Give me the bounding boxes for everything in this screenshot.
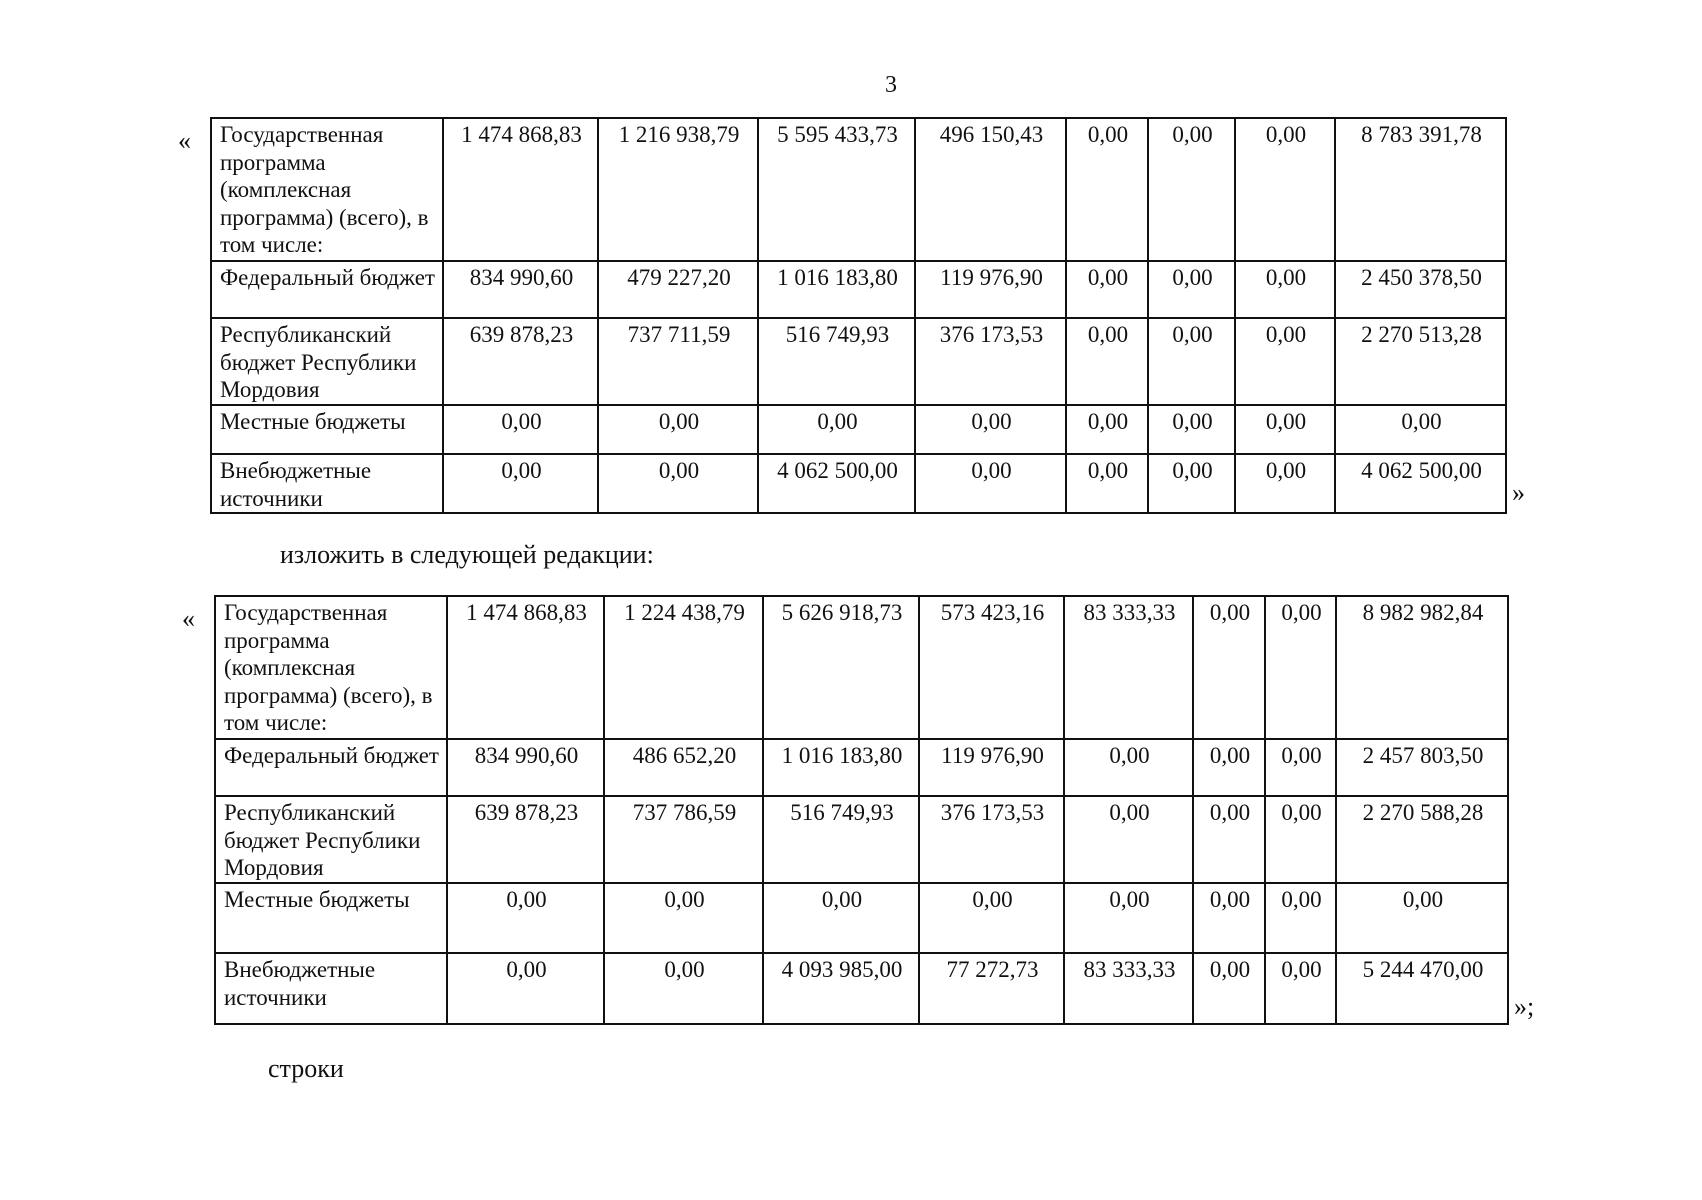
table-cell: 479 227,20 [598, 261, 758, 318]
table-cell: 0,00 [1064, 796, 1193, 883]
table-cell: 0,00 [1235, 261, 1335, 318]
row-label: Федеральный бюджет [215, 739, 447, 796]
table-cell: 0,00 [1193, 796, 1265, 883]
table-cell: 83 333,33 [1064, 953, 1193, 1024]
table-cell: 737 786,59 [604, 796, 763, 883]
table-cell: 1 224 438,79 [604, 596, 763, 739]
close-quote-1: » [1512, 478, 1525, 507]
table-cell: 0,00 [1265, 953, 1336, 1024]
table-cell: 0,00 [443, 405, 598, 454]
open-quote-1: « [178, 126, 191, 155]
table-cell: 0,00 [598, 454, 758, 513]
table-row [211, 261, 1506, 318]
table-cell: 1 016 183,80 [758, 261, 915, 318]
table-cell: 77 272,73 [919, 953, 1064, 1024]
table-cell: 573 423,16 [919, 596, 1064, 739]
table-cell: 0,00 [1265, 596, 1336, 739]
instruction-text: изложить в следующей редакции: [280, 540, 654, 569]
row-label: Местные бюджеты [215, 883, 447, 953]
budget-table-old [210, 117, 1507, 514]
table-cell: 0,00 [1193, 883, 1265, 953]
close-quote-2: »; [1514, 992, 1535, 1021]
row-label: Республиканский бюджет Республики Мордовия [215, 796, 447, 883]
table-cell: 4 093 985,00 [763, 953, 919, 1024]
table-cell: 2 457 803,50 [1336, 739, 1508, 796]
table-cell: 0,00 [1193, 953, 1265, 1024]
table-cell: 737 711,59 [598, 318, 758, 405]
table-cell: 0,00 [1235, 318, 1335, 405]
table-cell: 1 474 868,83 [447, 596, 604, 739]
table-cell: 0,00 [758, 405, 915, 454]
table-cell: 0,00 [1066, 261, 1148, 318]
table-cell: 5 595 433,73 [758, 118, 915, 261]
table-cell: 376 173,53 [919, 796, 1064, 883]
table-cell: 0,00 [1148, 405, 1235, 454]
table-row [215, 883, 1508, 953]
table-cell: 1 474 868,83 [443, 118, 598, 261]
row-label: Республиканский бюджет Республики Мордовия [211, 318, 443, 405]
table-cell: 0,00 [1335, 405, 1506, 454]
table-cell: 0,00 [1064, 739, 1193, 796]
table-cell: 5 244 470,00 [1336, 953, 1508, 1024]
row-label: Государственная программа (комплексная программа) (всего), в том числе: [215, 596, 447, 739]
table-cell: 639 878,23 [443, 318, 598, 405]
table-cell: 83 333,33 [1064, 596, 1193, 739]
table-cell: 0,00 [1148, 454, 1235, 513]
row-label: Внебюджетные источники [211, 454, 443, 513]
table-cell: 486 652,20 [604, 739, 763, 796]
table-cell: 0,00 [1235, 454, 1335, 513]
table-cell: 0,00 [447, 883, 604, 953]
table-cell: 0,00 [447, 953, 604, 1024]
table-cell: 4 062 500,00 [758, 454, 915, 513]
table-row [215, 796, 1508, 883]
table-cell: 496 150,43 [915, 118, 1066, 261]
table-cell: 1 216 938,79 [598, 118, 758, 261]
table-cell: 0,00 [1193, 739, 1265, 796]
table-cell: 0,00 [915, 405, 1066, 454]
table-cell: 0,00 [1148, 261, 1235, 318]
table-row [211, 118, 1506, 261]
row-label: Федеральный бюджет [211, 261, 443, 318]
table-cell: 4 062 500,00 [1335, 454, 1506, 513]
table-cell: 0,00 [1235, 405, 1335, 454]
table-row [215, 739, 1508, 796]
table-cell: 834 990,60 [447, 739, 604, 796]
budget-table-new [214, 595, 1509, 1025]
table-cell: 119 976,90 [919, 739, 1064, 796]
table-row [211, 454, 1506, 513]
table-cell: 376 173,53 [915, 318, 1066, 405]
table-cell: 0,00 [1265, 739, 1336, 796]
table-cell: 0,00 [1193, 596, 1265, 739]
table-row [215, 596, 1508, 739]
table-cell: 834 990,60 [443, 261, 598, 318]
row-label: Внебюджетные источники [215, 953, 447, 1024]
table-cell: 2 270 588,28 [1336, 796, 1508, 883]
table-cell: 0,00 [1066, 454, 1148, 513]
table-cell: 516 749,93 [763, 796, 919, 883]
table-cell: 8 982 982,84 [1336, 596, 1508, 739]
table-cell: 639 878,23 [447, 796, 604, 883]
page-number: 3 [885, 72, 897, 98]
table-cell: 5 626 918,73 [763, 596, 919, 739]
table-cell: 0,00 [1066, 405, 1148, 454]
table-cell: 0,00 [915, 454, 1066, 513]
table-cell: 0,00 [1066, 318, 1148, 405]
row-label: Местные бюджеты [211, 405, 443, 454]
table-cell: 0,00 [763, 883, 919, 953]
table-cell: 0,00 [1066, 118, 1148, 261]
table-cell: 0,00 [1148, 318, 1235, 405]
open-quote-2: « [182, 604, 195, 633]
table-cell: 0,00 [598, 405, 758, 454]
table-cell: 0,00 [1265, 883, 1336, 953]
table-row [211, 318, 1506, 405]
table-cell: 0,00 [1148, 118, 1235, 261]
table-cell: 0,00 [604, 883, 763, 953]
row-label: Государственная программа (комплексная программа) (всего), в том числе: [211, 118, 443, 261]
table-cell: 0,00 [1235, 118, 1335, 261]
table-cell: 0,00 [1336, 883, 1508, 953]
table-cell: 516 749,93 [758, 318, 915, 405]
table-cell: 1 016 183,80 [763, 739, 919, 796]
table-row [215, 953, 1508, 1024]
table-cell: 0,00 [1064, 883, 1193, 953]
table-cell: 2 450 378,50 [1335, 261, 1506, 318]
table-cell: 0,00 [1265, 796, 1336, 883]
table-cell: 8 783 391,78 [1335, 118, 1506, 261]
trailing-text: строки [268, 1054, 344, 1083]
table-cell: 0,00 [919, 883, 1064, 953]
table-row [211, 405, 1506, 454]
table-cell: 0,00 [604, 953, 763, 1024]
table-cell: 2 270 513,28 [1335, 318, 1506, 405]
table-cell: 119 976,90 [915, 261, 1066, 318]
table-cell: 0,00 [443, 454, 598, 513]
